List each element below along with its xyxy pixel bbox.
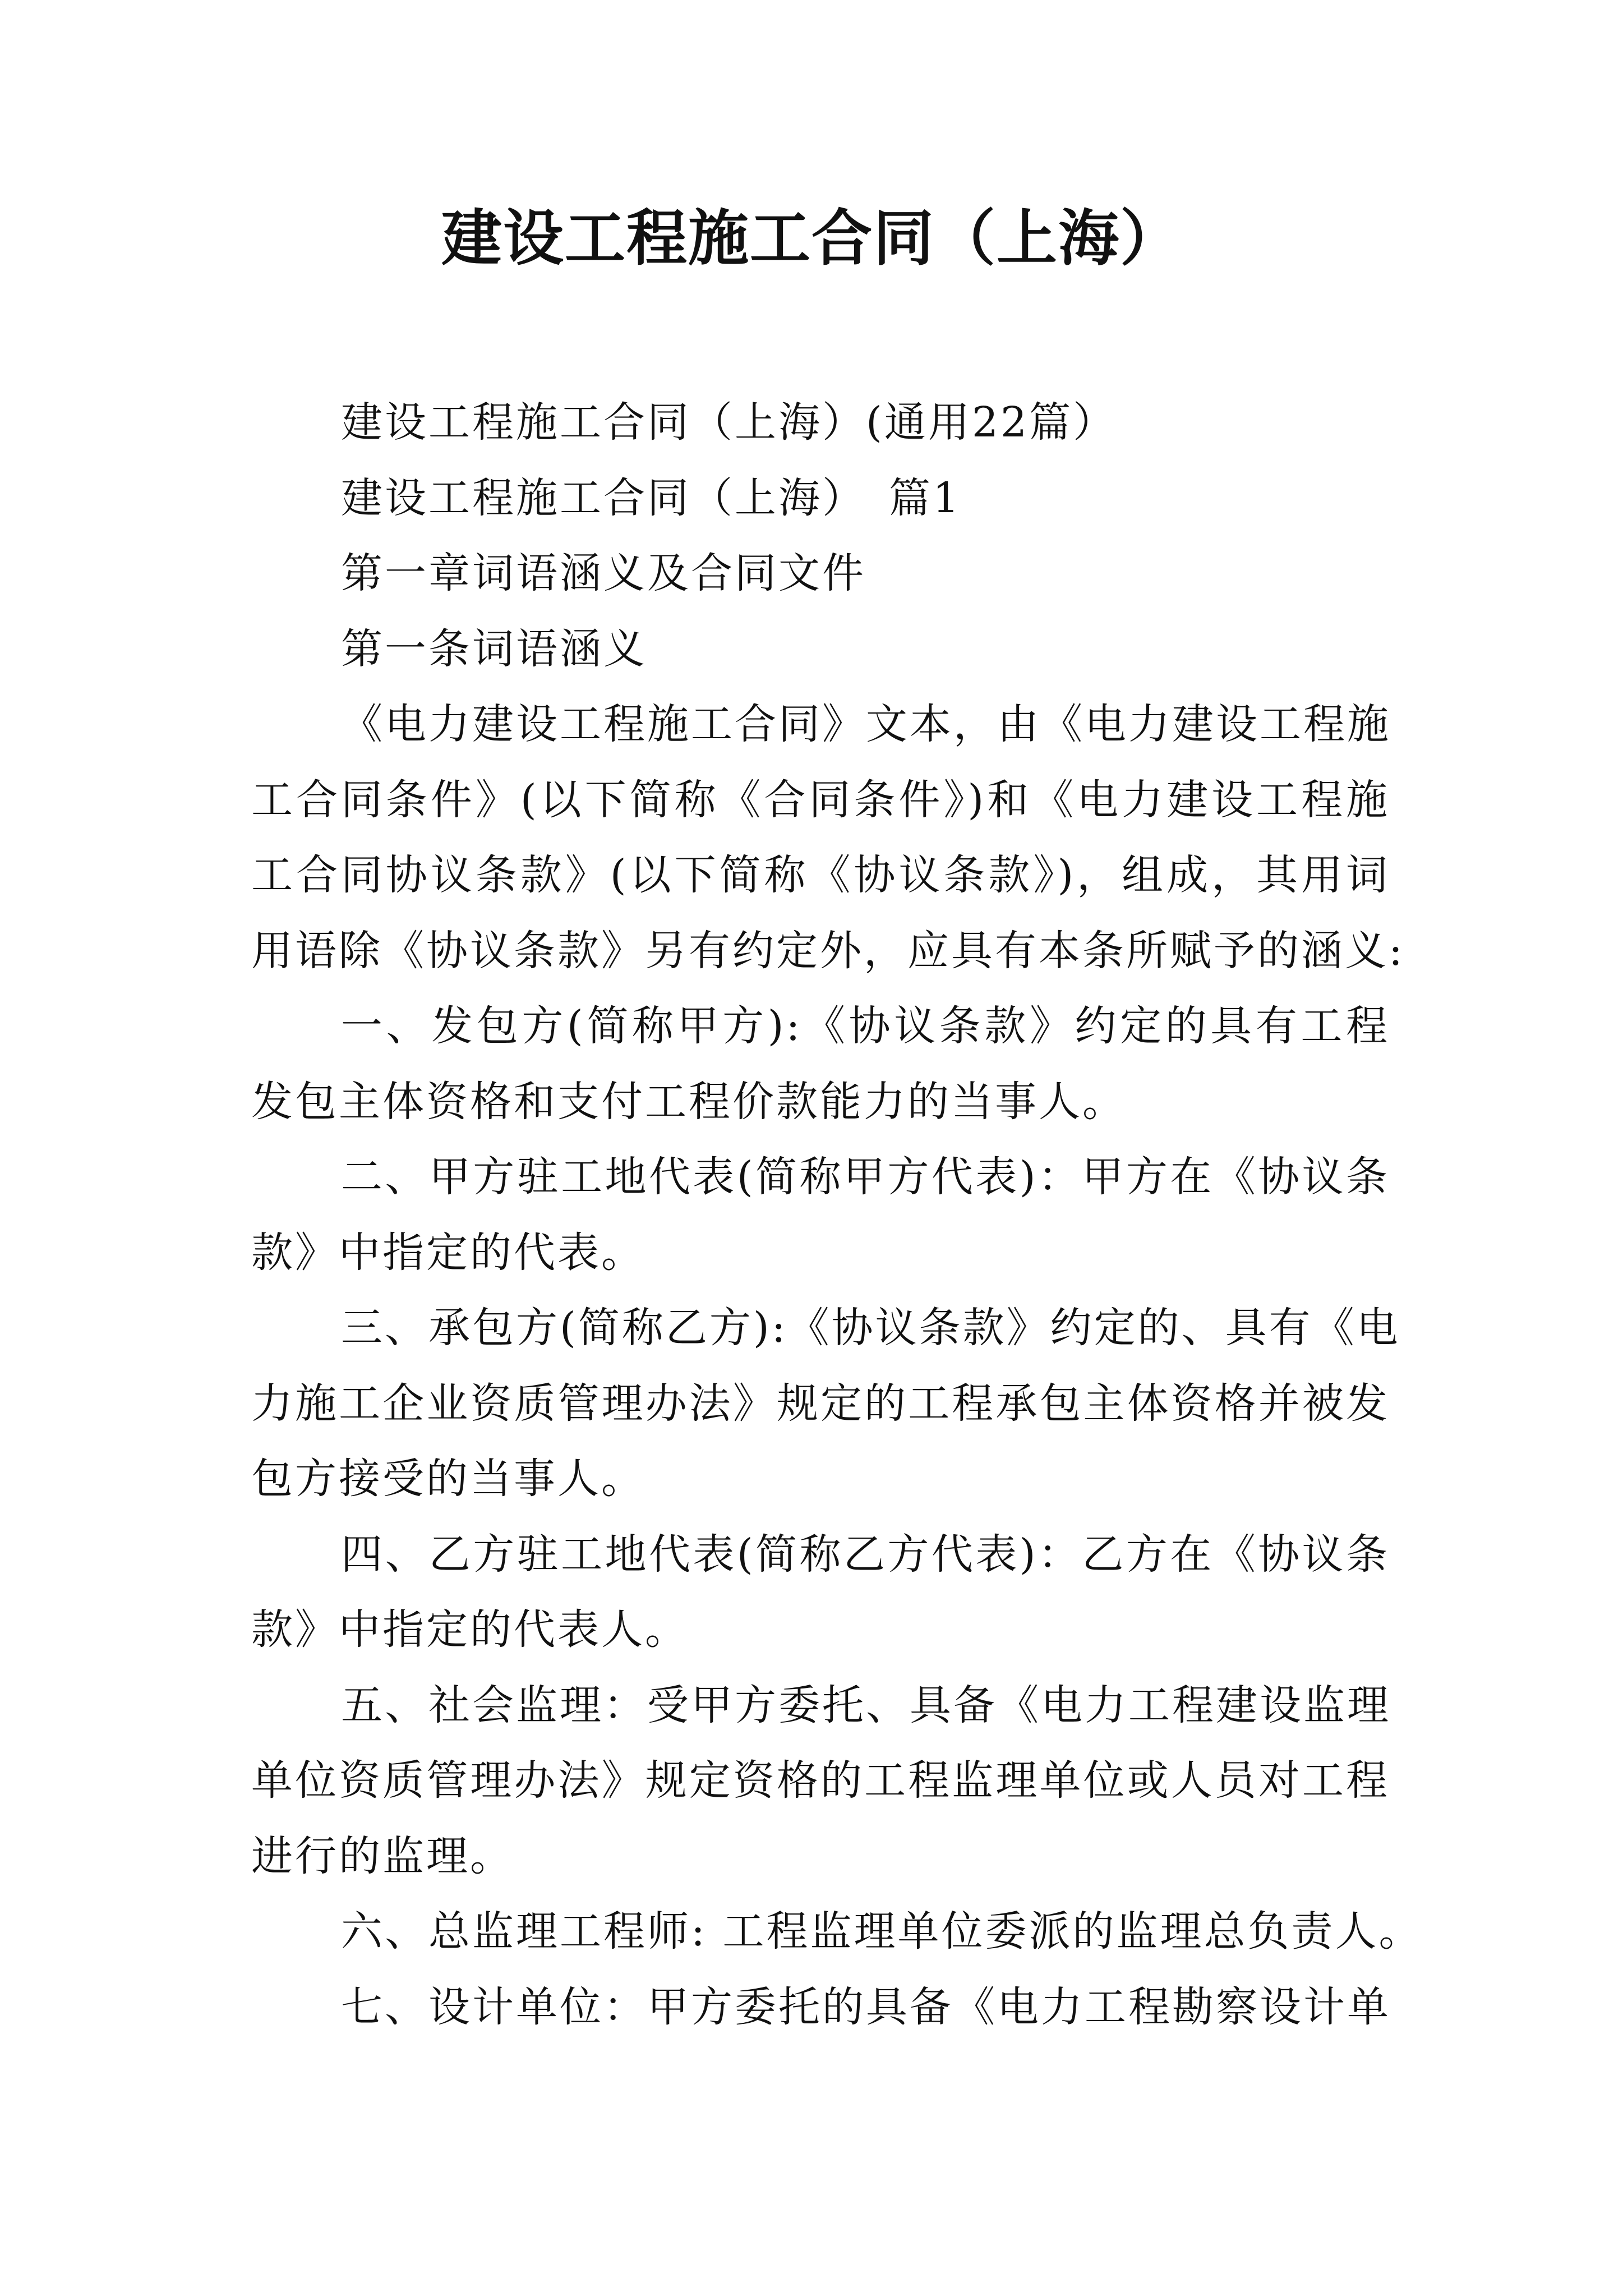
paragraph-line: 第一条词语涵义 [341, 624, 647, 673]
document-body [251, 385, 1423, 2045]
paragraph-line: 用语除《协议条款》另有约定外，应具有本条所赋予的涵义: [251, 926, 1405, 975]
paragraph-line: 建设工程施工合同（上海） 篇1 [341, 473, 962, 522]
paragraph-line: 七、设计单位：甲方委托的具备《电力工程勘察设计单 [341, 1982, 1391, 2031]
paragraph-line: 五、社会监理：受甲方委托、具备《电力工程建设监理 [341, 1681, 1391, 1729]
paragraph-line: 六、总监理工程师: 工程监理单位委派的监理总负责人。 [341, 1907, 1423, 1955]
paragraph-line: 工合同协议条款》(以下简称《协议条款》)，组成，其用词 [251, 851, 1390, 899]
paragraph-line: 《电力建设工程施工合同》文本，由《电力建设工程施 [341, 700, 1391, 748]
paragraph-line: 发包主体资格和支付工程价款能力的当事人。 [251, 1077, 1126, 1126]
paragraph-line: 单位资质管理办法》规定资格的工程监理单位或人员对工程 [251, 1756, 1390, 1805]
paragraph-line: 一、发包方(简称甲方):《协议条款》约定的具有工程 [341, 1002, 1390, 1050]
paragraph-line: 款》中指定的代表。 [251, 1228, 645, 1277]
paragraph-line: 二、甲方驻工地代表(简称甲方代表)：甲方在《协议条 [341, 1153, 1390, 1201]
paragraph-line: 进行的监理。 [251, 1832, 514, 1880]
paragraph-line: 包方接受的当事人。 [251, 1455, 645, 1503]
paragraph-line: 力施工企业资质管理办法》规定的工程承包主体资格并被发 [251, 1379, 1390, 1428]
paragraph-line: 三、承包方(简称乙方):《协议条款》约定的、具有《电 [341, 1304, 1400, 1352]
paragraph-line: 建设工程施工合同（上海）(通用22篇） [341, 398, 1117, 447]
paragraph-line: 工合同条件》(以下简称《合同条件》)和《电力建设工程施 [251, 775, 1390, 824]
paragraph-line: 款》中指定的代表人。 [251, 1605, 689, 1654]
paragraph-line: 四、乙方驻工地代表(简称乙方代表)：乙方在《协议条 [341, 1530, 1390, 1579]
document-title: 建设工程施工合同（上海） [441, 203, 1182, 274]
paragraph-line: 第一章词语涵义及合同文件 [341, 549, 866, 597]
